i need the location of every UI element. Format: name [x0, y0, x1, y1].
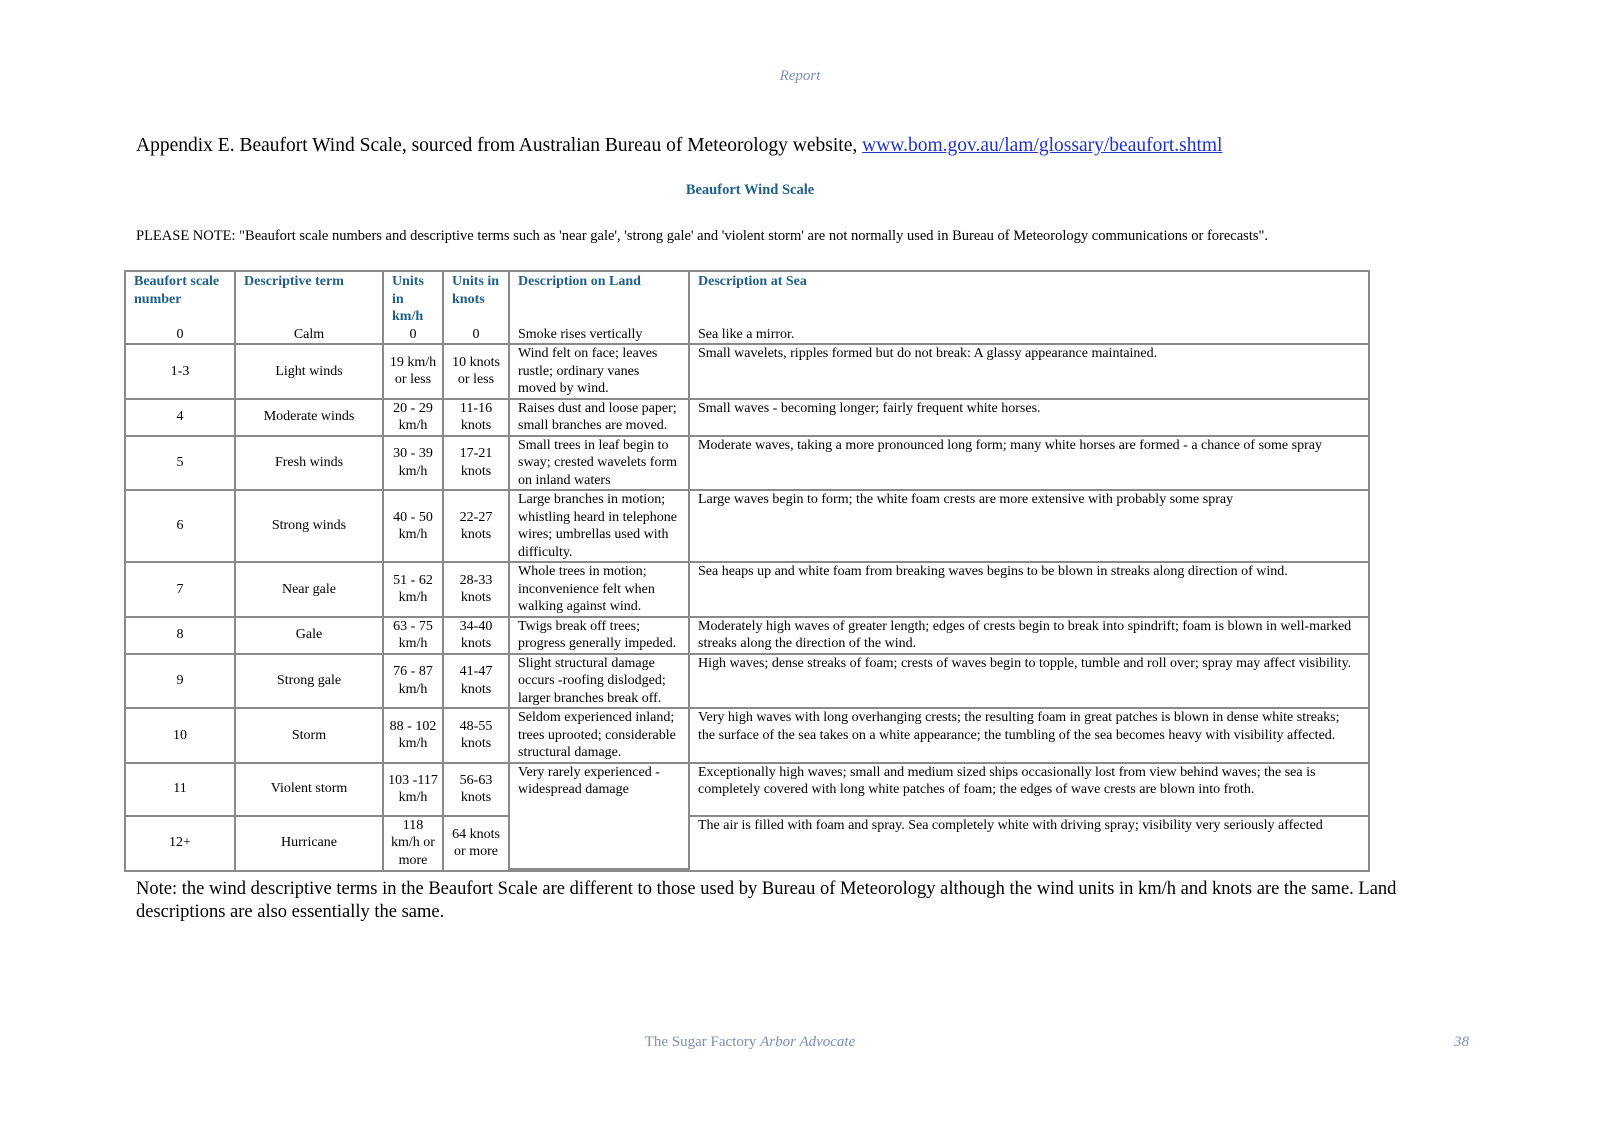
speed-kmh: 51 - 62 km/h — [384, 563, 444, 618]
descriptive-term: Moderate winds — [236, 400, 384, 437]
sea-description: Sea like a mirror. — [690, 326, 1368, 346]
sea-description: Moderately high waves of greater length; edges of crests begin to break into spindrift; foam is blown in well-marked streaks along the direction of the wind. — [690, 618, 1368, 655]
scale-number: 7 — [126, 563, 236, 618]
land-description: Whole trees in motion; inconvenience felt when walking against wind. — [510, 563, 690, 618]
descriptive-term: Hurricane — [236, 817, 384, 870]
table-row — [126, 618, 1368, 655]
scale-number: 0 — [126, 326, 236, 346]
table-row — [126, 400, 1368, 437]
descriptive-term: Strong gale — [236, 655, 384, 710]
descriptive-term: Gale — [236, 618, 384, 655]
speed-kmh: 103 -117 km/h — [384, 764, 444, 817]
speed-knots: 17-21 knots — [444, 437, 510, 492]
speed-kmh: 118 km/h or more — [384, 817, 444, 870]
scale-number: 10 — [126, 709, 236, 764]
speed-kmh: 76 - 87 km/h — [384, 655, 444, 710]
header-knots: Units in knots — [444, 272, 510, 326]
land-description: Slight structural damage occurs -roofing dislodged; larger branches break off. — [510, 655, 690, 710]
descriptive-term: Fresh winds — [236, 437, 384, 492]
descriptive-term: Strong winds — [236, 491, 384, 563]
speed-knots: 0 — [444, 326, 510, 346]
appendix-text: Appendix E. Beaufort Wind Scale, sourced from Australian Bureau of Meteorology website, — [136, 135, 863, 156]
speed-knots: 10 knots or less — [444, 345, 510, 400]
descriptive-term: Calm — [236, 326, 384, 346]
table-header-row — [126, 272, 1368, 326]
descriptive-term: Light winds — [236, 345, 384, 400]
speed-knots: 22-27 knots — [444, 491, 510, 563]
speed-kmh: 63 - 75 km/h — [384, 618, 444, 655]
table-title: Beaufort Wind Scale — [685, 182, 815, 198]
bom-link[interactable]: www.bom.gov.au/lam/glossary/beaufort.shtml — [862, 135, 1223, 156]
table-row — [126, 817, 1368, 870]
speed-kmh: 0 — [384, 326, 444, 346]
speed-knots: 41-47 knots — [444, 655, 510, 710]
sea-description: Very high waves with long overhanging crests; the resulting foam in great patches is blown in dense white streaks; the surface of the sea takes on a white appearance; the tumbling of the sea becomes heavy with visibility affected. — [690, 709, 1368, 764]
speed-kmh: 40 - 50 km/h — [384, 491, 444, 563]
header-kmh: Units in km/h — [384, 272, 444, 326]
speed-knots: 11-16 knots — [444, 400, 510, 437]
scale-number: 1-3 — [126, 345, 236, 400]
please-note: PLEASE NOTE: "Beaufort scale numbers and descriptive terms such as 'near gale', 'strong gale' and 'violent storm' are not normally used in Bureau of Meteorology communications or forecasts". — [136, 228, 1269, 244]
sea-description: Small waves - becoming longer; fairly frequent white horses. — [690, 400, 1368, 437]
land-description: Raises dust and loose paper; small branches are moved. — [510, 400, 690, 437]
table-row — [126, 326, 1368, 346]
scale-number: 5 — [126, 437, 236, 492]
footer-note: Note: the wind descriptive terms in the Beaufort Scale are different to those used by Bureau of Meteorology although the wind units in km/h and knots are the same. Land descriptions are also essentially the same. — [136, 879, 1397, 922]
footer-publication: Arbor Advocate — [760, 1034, 856, 1050]
land-description: Large branches in motion; whistling heard in telephone wires; umbrellas used with difficulty. — [510, 491, 690, 563]
scale-number: 12+ — [126, 817, 236, 870]
running-header: Report — [779, 68, 821, 84]
header-number: Beaufort scale number — [126, 272, 236, 326]
speed-kmh: 19 km/h or less — [384, 345, 444, 400]
descriptive-term: Near gale — [236, 563, 384, 618]
scale-number: 6 — [126, 491, 236, 563]
speed-knots: 34-40 knots — [444, 618, 510, 655]
appendix-heading — [136, 135, 1222, 157]
header-term: Descriptive term — [236, 272, 384, 326]
descriptive-term: Violent storm — [236, 764, 384, 817]
land-description: Smoke rises vertically — [510, 326, 690, 346]
descriptive-term: Storm — [236, 709, 384, 764]
land-description: Twigs break off trees; progress generally impeded. — [510, 618, 690, 655]
speed-kmh: 30 - 39 km/h — [384, 437, 444, 492]
sea-description: Exceptionally high waves; small and medium sized ships occasionally lost from view behind waves; the sea is completely covered with long white patches of foam; the edges of wave crests are blown into froth. — [690, 764, 1368, 817]
page-number: 38 — [1454, 1034, 1469, 1050]
speed-kmh: 88 - 102 km/h — [384, 709, 444, 764]
sea-description: Large waves begin to form; the white foam crests are more extensive with probably some spray — [690, 491, 1368, 563]
sea-description: Moderate waves, taking a more pronounced long form; many white horses are formed - a chance of some spray — [690, 437, 1368, 492]
table-row — [126, 563, 1368, 618]
table-row — [126, 709, 1368, 764]
sea-description: The air is filled with foam and spray. Sea completely white with driving spray; visibility very seriously affected — [698, 817, 1323, 833]
beaufort-table — [124, 270, 1370, 872]
footer-text: The Sugar Factory — [644, 1034, 761, 1050]
sea-description: Sea heaps up and white foam from breaking waves begins to be blown in streaks along direction of wind. — [690, 563, 1368, 618]
table-row — [126, 437, 1368, 492]
speed-knots: 64 knots or more — [444, 817, 510, 870]
speed-kmh: 20 - 29 km/h — [384, 400, 444, 437]
table-row — [126, 764, 1368, 817]
running-footer — [0, 1034, 1500, 1051]
table-row — [126, 655, 1368, 710]
land-description: Small trees in leaf begin to sway; crested wavelets form on inland waters — [510, 437, 690, 492]
sea-description: High waves; dense streaks of foam; crests of waves begin to topple, tumble and roll over; spray may affect visibility. — [690, 655, 1368, 710]
scale-number: 9 — [126, 655, 236, 710]
scale-number: 4 — [126, 400, 236, 437]
land-description: Wind felt on face; leaves rustle; ordinary vanes moved by wind. — [510, 345, 690, 400]
land-description: Seldom experienced inland; trees uprooted; considerable structural damage. — [510, 709, 690, 764]
speed-knots: 28-33 knots — [444, 563, 510, 618]
sea-description: Small wavelets, ripples formed but do not break: A glassy appearance maintained. — [690, 345, 1368, 400]
scale-number: 8 — [126, 618, 236, 655]
header-sea: Description at Sea — [698, 274, 807, 289]
speed-knots: 56-63 knots — [444, 764, 510, 817]
scale-number: 11 — [126, 764, 236, 817]
table-row — [126, 345, 1368, 400]
table-row — [126, 491, 1368, 563]
speed-knots: 48-55 knots — [444, 709, 510, 764]
land-description: Very rarely experienced - widespread damage — [510, 764, 690, 870]
header-land: Description on Land — [510, 272, 690, 326]
